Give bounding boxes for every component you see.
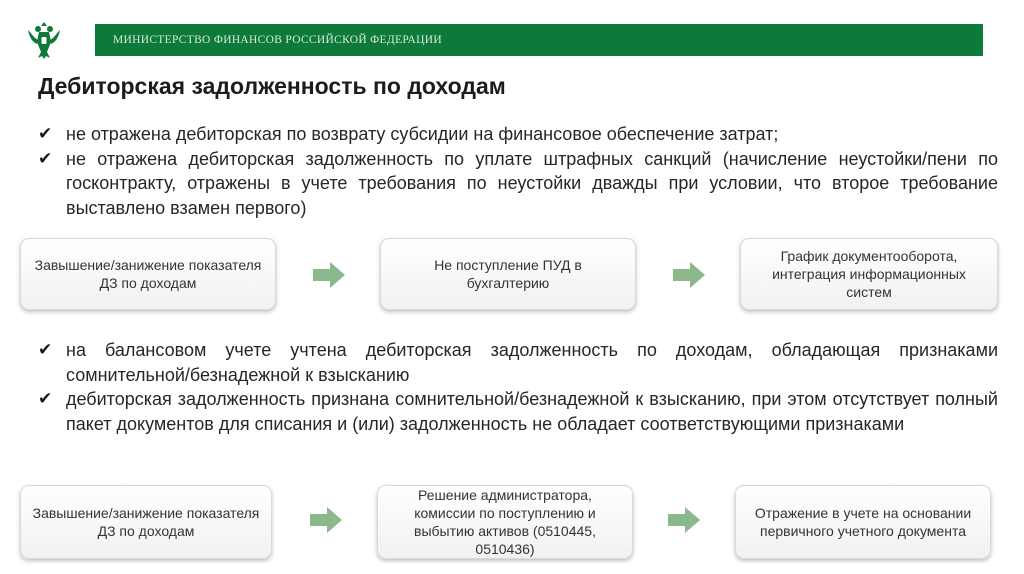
flow-box-text: Решение администратора, комиссии по поступлению и выбытию активов (0510445, 0510436): [414, 487, 596, 557]
checkmark-icon: ✔: [38, 124, 53, 143]
eagle-emblem-icon: [24, 18, 64, 62]
bullet-text: на балансовом учете учтена дебиторская задолженность по доходам, обладающая признаками сомнительной/безнадежной к взысканию: [66, 340, 998, 385]
flow-box: [735, 485, 991, 559]
bullet-text: не отражена дебиторская задолженность по уплате штрафных санкций (начисление неустойки/пени по госконтракту, отражены в учете требования по неустойки дважды при условии, что второе требование выставлено взамен первого): [66, 148, 998, 218]
flow-box: [380, 238, 636, 310]
flow-box: [740, 238, 998, 310]
bullet-list-2: [38, 338, 998, 436]
checkmark-icon: ✔: [38, 389, 53, 408]
bullet-list-1: [38, 122, 998, 220]
bullet-item: [38, 338, 998, 387]
bullet-text: не отражена дебиторская по возврату субсидии на финансовое обеспечение затрат;: [66, 124, 779, 144]
page-title: Дебиторская задолженность по доходам: [38, 73, 506, 99]
flow-box-text: Отражение в учете на основании первичного учетного документа: [754, 505, 972, 539]
checkmark-icon: ✔: [38, 340, 53, 359]
right-arrow-icon: [673, 262, 705, 288]
flow-box: [377, 485, 633, 559]
checkmark-icon: ✔: [38, 148, 53, 168]
flow-box-text: Не поступление ПУД в бухгалтерию: [434, 257, 582, 291]
bullet-text: дебиторская задолженность признана сомнительной/безнадежной к взысканию, при этом отсутствует полный пакет документов для списания и (или) задолженность не обладает соответствующими признаками: [66, 389, 998, 434]
ministry-name: МИНИСТЕРСТВО ФИНАНСОВ РОССИЙСКОЙ ФЕДЕРАЦИИ: [113, 34, 442, 46]
flow-box: [20, 485, 272, 559]
right-arrow-icon: [313, 262, 345, 288]
flow-box-text: График документооборота, интеграция информационных систем: [772, 248, 966, 300]
flow-box-text: Завышение/занижение показателя ДЗ по доходам: [32, 505, 260, 539]
bullet-item: [38, 122, 998, 147]
flow-box: [20, 238, 276, 310]
flow-box-text: Завышение/занижение показателя ДЗ по доходам: [34, 257, 262, 291]
bullet-item: [38, 387, 998, 436]
right-arrow-icon: [668, 507, 700, 533]
bullet-item: [38, 147, 998, 221]
ministry-banner: [95, 24, 983, 56]
right-arrow-icon: [310, 507, 342, 533]
